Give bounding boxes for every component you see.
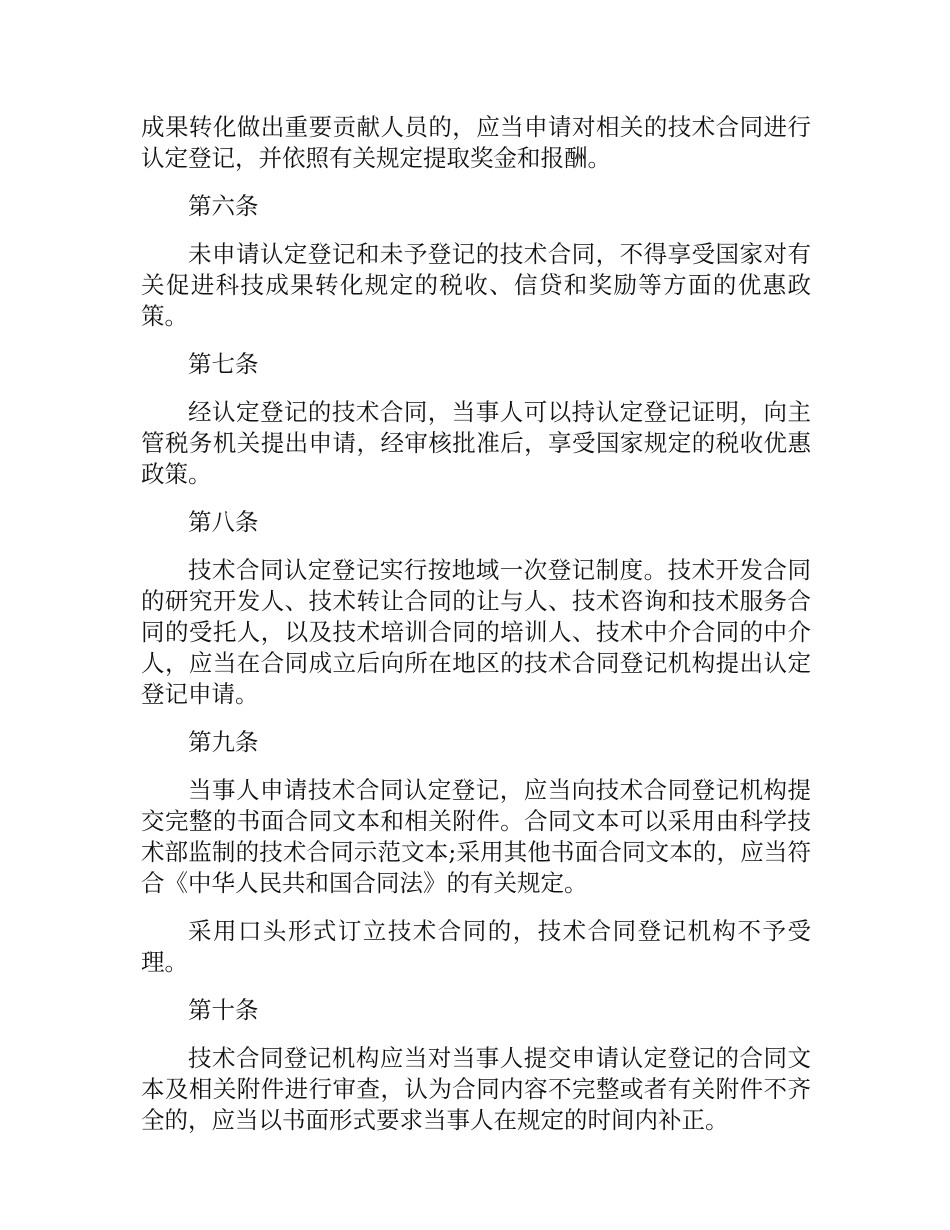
article-heading-6: 第六条 <box>188 192 259 220</box>
article-9-paragraph-2: 采用口头形式订立技术合同的，技术合同登记机构不予受理。 <box>141 917 811 976</box>
article-7-paragraph: 经认定登记的技术合同，当事人可以持认定登记证明，向主管税务机关提出申请，经审核批准后，享受国家规定的税收优惠政策。 <box>141 398 811 488</box>
article-heading-8: 第八条 <box>188 508 259 536</box>
article-heading-10: 第十条 <box>188 996 259 1024</box>
article-heading-9: 第九条 <box>188 728 259 756</box>
article-6-paragraph: 未申请认定登记和未予登记的技术合同，不得享受国家对有关促进科技成果转化规定的税收、信贷和奖励等方面的优惠政策。 <box>141 240 811 330</box>
article-8-paragraph: 技术合同认定登记实行按地域一次登记制度。技术开发合同的研究开发人、技术转让合同的让与人、技术咨询和技术服务合同的受托人，以及技术培训合同的培训人、技术中介合同的中介人，应当在合同成立后向所在地区的技术合同登记机构提出认定登记申请。 <box>141 556 811 708</box>
document-page <box>141 112 811 1153</box>
article-heading-7: 第七条 <box>188 350 259 378</box>
paragraph-continuation: 成果转化做出重要贡献人员的，应当申请对相关的技术合同进行认定登记，并依照有关规定提取奖金和报酬。 <box>141 113 811 172</box>
article-9-paragraph-1: 当事人申请技术合同认定登记，应当向技术合同登记机构提交完整的书面合同文本和相关附件。合同文本可以采用由科学技术部监制的技术合同示范文本;采用其他书面合同文本的，应当符合《中华人民共和国合同法》的有关规定。 <box>141 776 811 897</box>
article-10-paragraph: 技术合同登记机构应当对当事人提交申请认定登记的合同文本及相关附件进行审查，认为合同内容不完整或者有关附件不齐全的，应当以书面形式要求当事人在规定的时间内补正。 <box>141 1044 811 1134</box>
